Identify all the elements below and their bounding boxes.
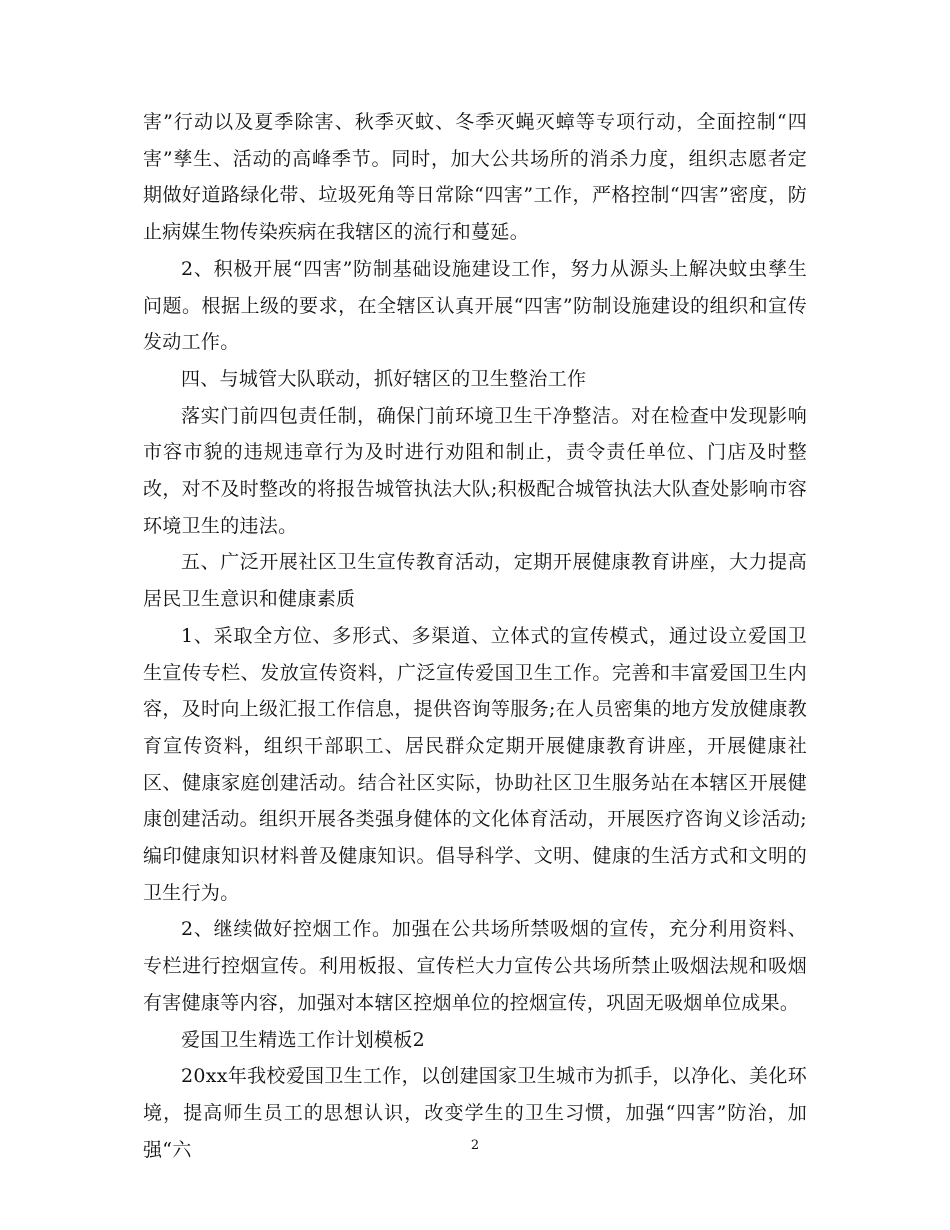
paragraph-2: 2、积极开展“四害”防制基础设施建设工作，努力从源头上解决蚊虫孳生问题。根据上级的要求，在全辖区认真开展“四害”防制设施建设的组织和宣传发动工作。 — [143, 257, 807, 354]
paragraph-1: 害”行动以及夏季除害、秋季灭蚊、冬季灭蝇灭蟑等专项行动，全面控制“四害”孳生、活动的高峰季节。同时，加大公共场所的消杀力度，组织志愿者定期做好道路绿化带、垃圾死角等日常除“四害”工作，严格控制“四害”密度，防止病媒生物传染疾病在我辖区的流行和蔓延。 — [143, 111, 807, 244]
document-body — [143, 104, 807, 1168]
section-heading-5: 五、广泛开展社区卫生宣传教育活动，定期开展健康教育讲座，大力提高居民卫生意识和健康素质 — [143, 551, 807, 611]
template-title: 爱国卫生精选工作计划模板2 — [181, 1028, 425, 1051]
paragraph-3: 落实门前四包责任制，确保门前环境卫生干净整洁。对在检查中发现影响市容市貌的违规违章行为及时进行劝阻和制止，责令责任单位、门店及时整改，对不及时整改的将报告城管执法大队;积极配合城管执法大队查处影响市容环境卫生的违法。 — [143, 404, 807, 537]
section-heading-4: 四、与城管大队联动，抓好辖区的卫生整治工作 — [181, 367, 587, 390]
page-number: 2 — [470, 1138, 480, 1153]
paragraph-6: 20xx年我校爱国卫生工作，以创建国家卫生城市为抓手，以净化、美化环境，提高师生员工的思想认识，改变学生的卫生习惯，加强“四害”防治，加强“六 — [143, 1065, 807, 1161]
paragraph-5: 2、继续做好控烟工作。加强在公共场所禁吸烟的宣传，充分利用资料、专栏进行控烟宣传。利用板报、宣传栏大力宣传公共场所禁止吸烟法规和吸烟有害健康等内容，加强对本辖区控烟单位的控烟宣传，巩固无吸烟单位成果。 — [143, 918, 807, 1014]
paragraph-4: 1、采取全方位、多形式、多渠道、立体式的宣传模式，通过设立爱国卫生宣传专栏、发放宣传资料，广泛宣传爱国卫生工作。完善和丰富爱国卫生内容，及时向上级汇报工作信息，提供咨询等服务;在人员密集的地方发放健康教育宣传资料，组织干部职工、居民群众定期开展健康教育讲座，开展健康社区、健康家庭创建活动。结合社区实际，协助社区卫生服务站在本辖区开展健康创建活动。组织开展各类强身健体的文化体育活动，开展医疗咨询义诊活动;编印健康知识材料普及健康知识。倡导科学、文明、健康的生活方式和文明的卫生行为。 — [143, 624, 807, 904]
